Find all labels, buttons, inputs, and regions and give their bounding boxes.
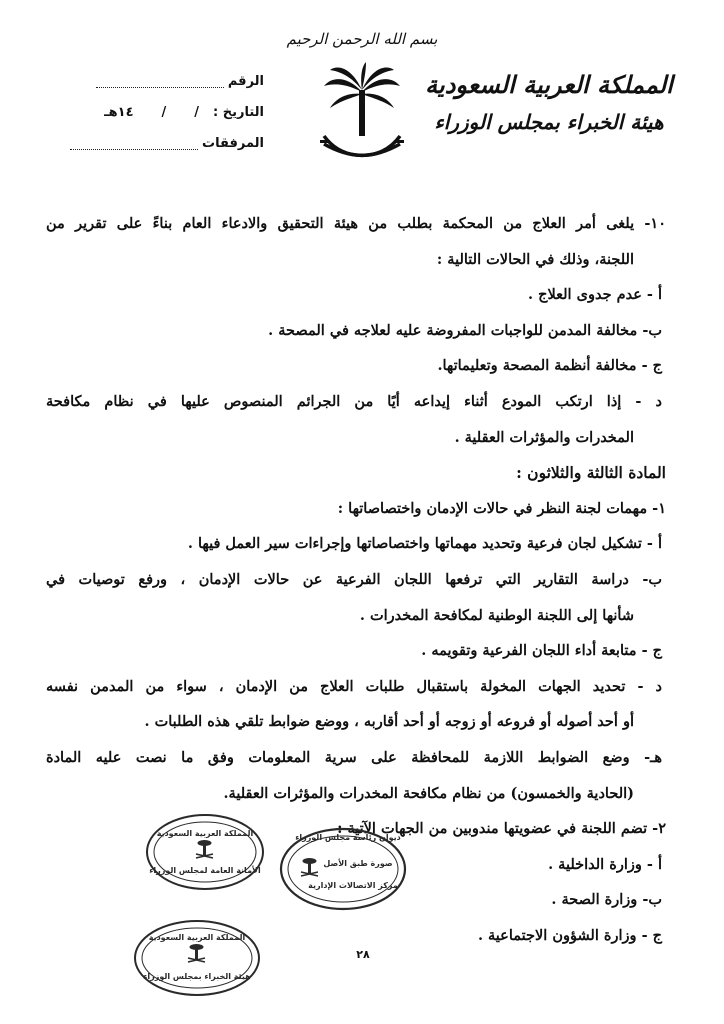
date-row — [24, 97, 264, 128]
body-line: المخدرات والمؤثرات العقلية . — [454, 428, 634, 446]
page-number: ٢٨ — [356, 948, 370, 961]
organization-name: المملكة العربية السعودية — [425, 70, 673, 99]
attachments-blank — [70, 137, 198, 150]
body-line: ج - مخالفة أنظمة المصحة وتعليماتها. — [437, 357, 662, 375]
body-line: شأنها إلى اللجنة الوطنية لمكافحة المخدرات . — [359, 606, 634, 624]
body-line: هـ- وضع الضوابط اللازمة للمحافظة على سرية المعلومات وفق ما نصت عليه المادة — [46, 748, 662, 766]
stamp-2-top-text: ديوان رئاسة مجلس الوزراء — [295, 833, 401, 842]
body-line: ج - وزارة الشؤون الاجتماعية . — [477, 926, 662, 944]
body-line: ب- مخالفة المدمن للواجبات المفروضة عليه لعلاجه في المصحة . — [268, 321, 662, 339]
attachments-row — [24, 128, 264, 159]
body-line: ٢- تضم اللجنة في عضويتها مندوبين من الجهات الآتية : — [337, 820, 666, 838]
body-line: (الحادية والخمسون) من نظام مكافحة المخدرات والمؤثرات العقلية. — [223, 784, 634, 802]
stamp-1-bottom-text: الأمانة العامة لمجلس الوزراء — [149, 866, 261, 875]
body-line: ١- مهمات لجنة النظر في حالات الإدمان واختصاصاتها : — [337, 499, 666, 517]
body-line: أ - عدم جدوى العلاج . — [528, 286, 662, 304]
body-line: د - تحديد الجهات المخولة باستقبال طلبات العلاج من الإدمان ، سواء من المدمن نفسه — [46, 677, 662, 695]
date-slash: / — [161, 105, 167, 120]
reference-fields — [24, 66, 264, 159]
official-stamp-general-secretariat — [144, 812, 266, 892]
reference-number-label: الرقم — [227, 74, 264, 89]
date-suffix: ١٤هـ — [104, 105, 134, 120]
official-stamp-true-copy — [278, 826, 408, 912]
official-stamp-experts-commission — [132, 918, 262, 998]
stamp-2-emblem-icon — [301, 858, 318, 876]
attachments-label: المرفقات — [202, 136, 264, 151]
reference-number-row — [24, 66, 264, 97]
stamp-3-top-text: المملكة العربية السعودية — [148, 933, 246, 942]
date-value — [24, 105, 213, 120]
body-line: أ - وزارة الداخلية . — [548, 855, 662, 873]
article-heading: المادة الثالثة والثلاثون : — [516, 463, 666, 483]
body-line: ١٠- يلغى أمر العلاج من المحكمة بطلب من هيئة التحقيق والادعاء العام بناءً على تقرير من — [46, 215, 666, 232]
body-line: ج - متابعة أداء اللجان الفرعية وتقويمه . — [421, 642, 662, 660]
body-line: أو أحد أصوله أو فروعه أو زوجه أو أحد أقاربه ، ووضع ضوابط تلقي هذه الطلبات . — [144, 713, 634, 731]
reference-number-blank — [96, 75, 224, 88]
palm-and-swords-emblem-icon — [318, 62, 406, 170]
stamp-1-top-text: المملكة العربية السعودية — [156, 829, 254, 838]
stamp-2-bottom-text: مركز الاتصالات الإدارية — [308, 881, 398, 890]
organization-subtitle: هيئة الخبراء بمجلس الوزراء — [434, 110, 664, 134]
date-slash: / — [194, 105, 200, 120]
stamp-1-emblem-icon — [196, 840, 213, 858]
basmala: بسم الله الرحمن الرحيم — [286, 30, 438, 48]
body-line: أ - تشكيل لجان فرعية وتحديد مهماتها واختصاصاتها وإجراءات سير العمل فيها . — [187, 535, 662, 553]
body-line: اللجنة، وذلك في الحالات التالية : — [436, 250, 634, 268]
stamp-3-emblem-icon — [188, 944, 205, 962]
date-label: التاريخ : — [213, 105, 264, 120]
body-line: ب- وزارة الصحة . — [551, 891, 662, 909]
body-line: د - إذا ارتكب المودع أثناء إيداعه أيًا من الجرائم المنصوص عليها في نظام مكافحة — [46, 392, 662, 410]
stamp-3-bottom-text: هيئة الخبراء بمجلس الوزراء — [143, 972, 251, 981]
stamp-2-middle-text: صورة طبق الأصل — [323, 859, 393, 868]
body-line: ب- دراسة التقارير التي ترفعها اللجان الفرعية عن حالات الإدمان ، ورفع توصيات في — [46, 570, 662, 588]
